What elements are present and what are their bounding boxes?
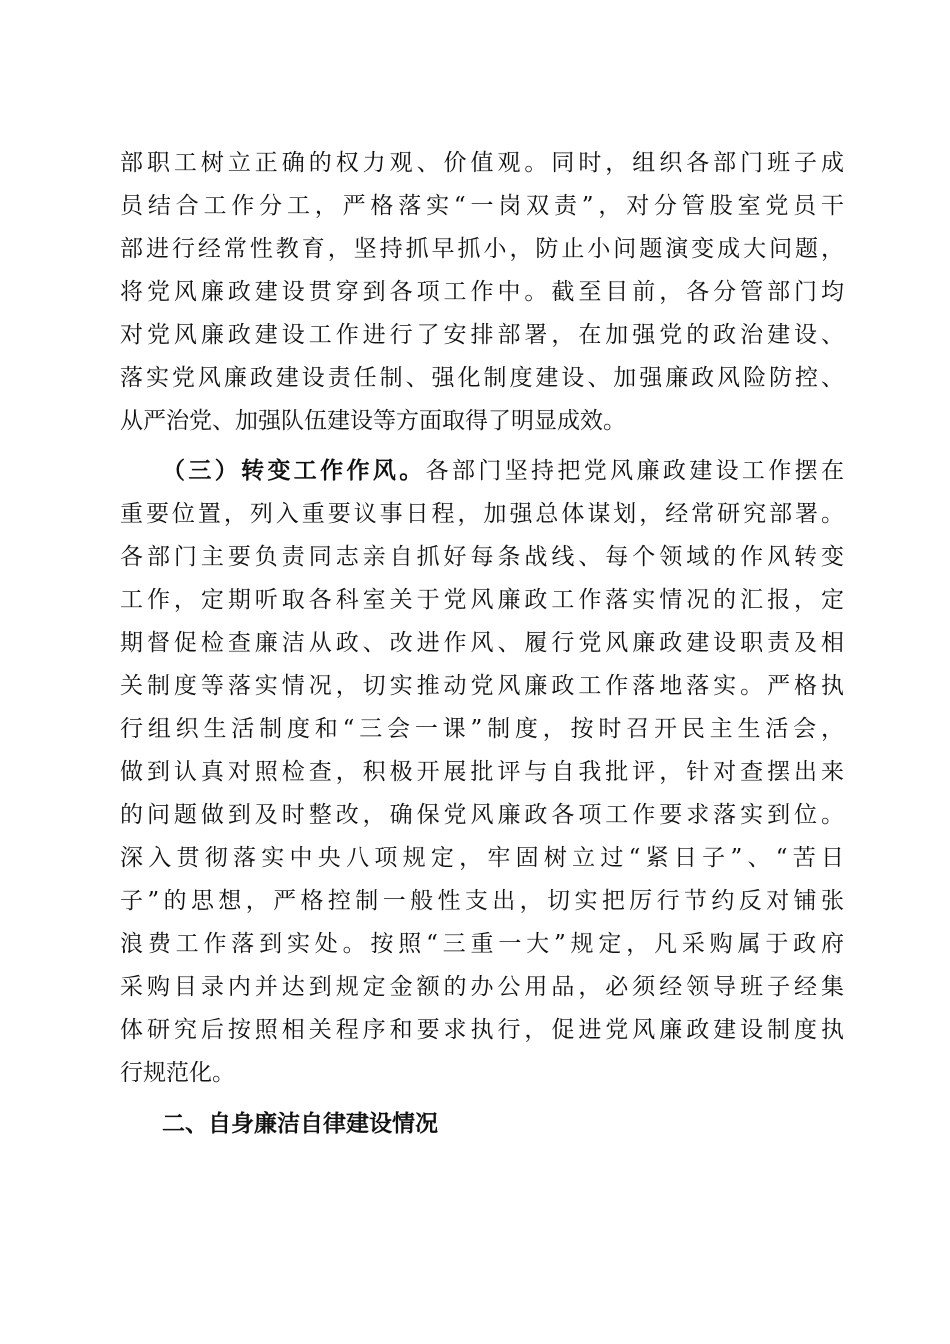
para2-line-13: 采购目录内并达到规定金额的办公用品，必须经领导班子经集 (120, 974, 844, 1000)
para1-line-5: 对党风廉政建设工作进行了安排部署，在加强党的政治建设、 (120, 322, 844, 348)
para2-first-line-text: 各部门坚持把党风廉政建设工作摆在 (425, 458, 845, 484)
para2-line-2: 重要位置，列入重要议事日程，加强总体谋划，经常研究部署。 (120, 501, 844, 527)
section-heading: 二、自身廉洁自律建设情况 (162, 1111, 438, 1137)
para1-line-2: 员结合工作分工，严格落实“一岗双责”，对分管股室党员干 (120, 193, 844, 219)
para1-line-1: 部职工树立正确的权力观、价值观。同时，组织各部门班子成 (120, 150, 844, 176)
para2-line-15: 行规范化。 (120, 1060, 235, 1086)
para1-line-4: 将党风廉政建设贯穿到各项工作中。截至目前，各分管部门均 (120, 279, 844, 305)
para2-line-6: 关制度等落实情况，切实推动党风廉政工作落地落实。严格执 (120, 673, 844, 699)
para2-line-14: 体研究后按照相关程序和要求执行，促进党风廉政建设制度执 (120, 1017, 844, 1043)
para2-line-5: 期督促检查廉洁从政、改进作风、履行党风廉政建设职责及相 (120, 630, 844, 656)
para2-line-8: 做到认真对照检查，积极开展批评与自我批评，针对查摆出来 (120, 759, 844, 785)
para2-line-4: 工作，定期听取各科室关于党风廉政工作落实情况的汇报，定 (120, 587, 844, 613)
para2-line-1 (162, 451, 844, 491)
para2-line-10: 深入贯彻落实中央八项规定，牢固树立过“紧日子”、“苦日 (120, 845, 844, 871)
para1-line-3: 部进行经常性教育，坚持抓早抓小，防止小问题演变成大问题， (120, 236, 844, 262)
para2-run-in-heading: （三）转变工作作风。 (162, 458, 426, 484)
para1-line-6: 落实党风廉政建设责任制、强化制度建设、加强廉政风险防控、 (120, 365, 844, 391)
para2-line-3: 各部门主要负责同志亲自抓好每条战线、每个领域的作风转变 (120, 544, 844, 570)
para2-line-9: 的问题做到及时整改，确保党风廉政各项工作要求落实到位。 (120, 802, 844, 828)
para2-line-7: 行组织生活制度和“三会一课”制度，按时召开民主生活会， (120, 716, 844, 742)
para2-line-11: 子”的思想，严格控制一般性支出，切实把厉行节约反对铺张 (120, 888, 844, 914)
para2-line-12: 浪费工作落到实处。按照“三重一大”规定，凡采购属于政府 (120, 931, 844, 957)
para1-line-7: 从严治党、加强队伍建设等方面取得了明显成效。 (120, 408, 626, 434)
